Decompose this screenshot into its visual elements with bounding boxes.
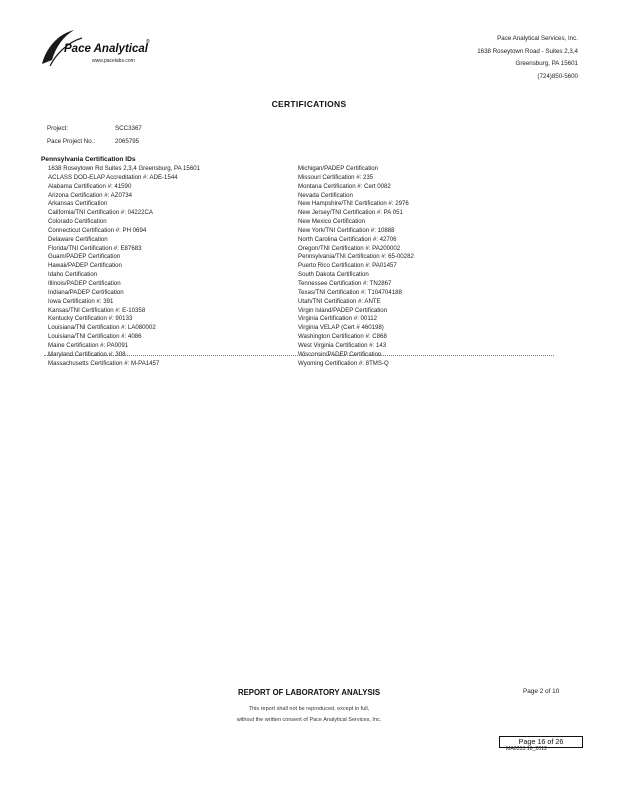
logo-website: www.pacelabs.com bbox=[92, 58, 135, 64]
project-value: SCC3367 bbox=[115, 125, 142, 132]
cert-item: Alabama Certification #: 41590 bbox=[48, 182, 132, 190]
cert-item: Maine Certification #: PA0091 bbox=[48, 341, 129, 349]
cert-item: Pennsylvania/TNI Certification #: 65-00282 bbox=[298, 253, 414, 261]
cert-item: California/TNI Certification #: 04222CA bbox=[48, 209, 153, 217]
report-page-number: Page 2 of 10 bbox=[523, 688, 560, 695]
cert-item: Indiana/PADEP Certification bbox=[48, 288, 124, 296]
cert-item: Connecticut Certification #: PH 0694 bbox=[48, 226, 147, 234]
page-title: CERTIFICATIONS bbox=[271, 99, 347, 109]
report-title: REPORT OF LABORATORY ANALYSIS bbox=[237, 688, 381, 697]
cert-item: Utah/TNI Certification #: ANTE bbox=[298, 297, 381, 305]
cert-item: Virgin Island/PADEP Certification bbox=[298, 306, 388, 314]
company-address-line1: 1638 Roseytown Road - Suites 2,3,4 bbox=[477, 47, 578, 55]
cert-item: Iowa Certification #: 391 bbox=[48, 297, 114, 305]
disclaimer-line1: This report shall not be reproduced, except in full, bbox=[248, 706, 370, 712]
cert-item: New York/TNI Certification #: 10888 bbox=[298, 226, 395, 234]
pace-project-row bbox=[47, 138, 139, 145]
cert-item: Arizona Certification #: AZ0734 bbox=[48, 191, 133, 199]
cert-item: Texas/TNI Certification #: T104704188 bbox=[298, 288, 402, 296]
cert-item: Florida/TNI Certification #: E87683 bbox=[48, 244, 142, 252]
cert-item: Louisiana/TNI Certification #: 4086 bbox=[48, 333, 142, 341]
cert-item: Colorado Certification bbox=[48, 218, 107, 226]
section-divider bbox=[44, 355, 554, 356]
company-city: Greensburg, PA 15601 bbox=[515, 60, 578, 67]
cert-item: Montana Certification #: Cert 0082 bbox=[298, 182, 391, 190]
cert-item: Maryland Certification #: 308 bbox=[48, 350, 126, 358]
cert-item: Virginia Certification #: 00112 bbox=[298, 315, 378, 323]
cert-item: Kentucky Certification #: 90133 bbox=[48, 315, 133, 323]
cert-item: North Carolina Certification #: 42706 bbox=[298, 235, 397, 243]
certifications-right-column bbox=[298, 165, 548, 368]
cert-item: New Hampshire/TNI Certification #: 2976 bbox=[298, 200, 409, 208]
cert-item: 1638 Roseytown Rd Suites 2,3,4 Greensburg, PA 15601 bbox=[48, 165, 200, 172]
cert-item: Kansas/TNI Certification #: E-10358 bbox=[48, 306, 146, 314]
project-row bbox=[47, 125, 142, 132]
disclaimer bbox=[0, 704, 618, 726]
pace-project-value: 2065795 bbox=[115, 138, 140, 145]
cert-item: Puerto Rico Certification #: PA01457 bbox=[298, 262, 397, 270]
cert-item: Wisconsin/PADEP Certification bbox=[298, 350, 382, 358]
cert-item: Hawaii/PADEP Certification bbox=[48, 262, 122, 270]
company-address-block bbox=[477, 33, 578, 83]
cert-item: Arkansas Certification bbox=[48, 200, 108, 208]
cert-item: Oregon/TNI Certification #: PA200002 bbox=[298, 244, 401, 252]
cert-item: Illinois/PADEP Certification bbox=[48, 279, 121, 287]
cert-item: Idaho Certification bbox=[48, 271, 98, 279]
cert-item: Nevada Certification bbox=[298, 191, 353, 199]
logo-registered-mark: ® bbox=[146, 39, 150, 45]
cert-item: New Jersey/TNI Certification #: PA 051 bbox=[298, 209, 403, 217]
logo-brand-text: Pace Analytical bbox=[64, 43, 148, 55]
cert-item: Virginia VELAP (Cert # 460198) bbox=[298, 324, 384, 332]
section-heading: Pennsylvania Certification IDs bbox=[41, 156, 136, 163]
cert-item: West Virginia Certification #: 143 bbox=[298, 341, 387, 349]
page-stamp-box: Page 16 of 26 bbox=[499, 736, 583, 748]
cert-item: Delaware Certification bbox=[48, 235, 108, 243]
certifications-left-column bbox=[48, 165, 278, 368]
cert-item: South Dakota Certification bbox=[298, 271, 369, 279]
company-name: Pace Analytical Services, Inc. bbox=[497, 35, 578, 42]
cert-item: Michigan/PADEP Certification bbox=[298, 165, 379, 172]
disclaimer-line2: without the written consent of Pace Analytical Services, Inc. bbox=[236, 717, 382, 723]
cert-item: Tennessee Certification #: TN2867 bbox=[298, 279, 392, 287]
company-phone: (724)850-5600 bbox=[537, 72, 578, 80]
cert-item: Massachusetts Certification #: M-PA1457 bbox=[48, 359, 160, 367]
cert-item: Guam/PADEP Certification bbox=[48, 253, 121, 261]
cert-item: Missouri Certification #: 235 bbox=[298, 173, 374, 181]
document-id: MA0313.16_2012 bbox=[506, 746, 547, 752]
cert-item: ACLASS DOD-ELAP Accreditation #: ADE-1544 bbox=[48, 173, 178, 181]
pace-project-label: Pace Project No.: bbox=[47, 138, 96, 145]
project-label: Project: bbox=[47, 125, 68, 132]
cert-item: Wyoming Certification #: 8TMS-Q bbox=[298, 359, 389, 367]
cert-item: Louisiana/TNI Certification #: LA080002 bbox=[48, 324, 156, 332]
cert-item: Washington Certification #: C868 bbox=[298, 333, 387, 341]
cert-item: New Mexico Certification bbox=[298, 218, 366, 226]
